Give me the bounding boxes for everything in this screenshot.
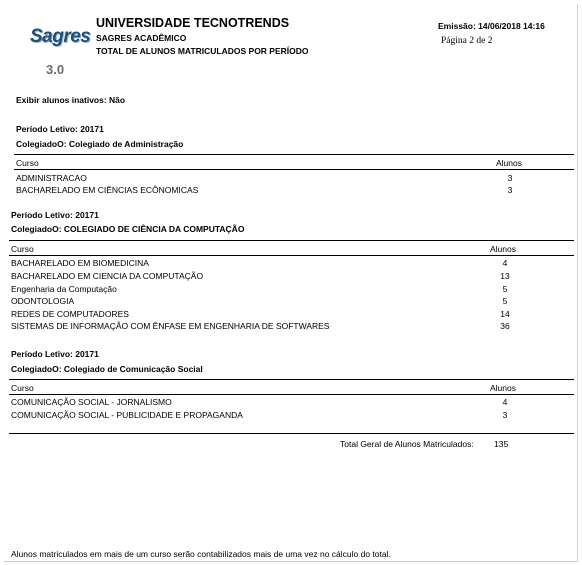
university-title: UNIVERSIDADE TECNOTRENDS <box>96 16 290 30</box>
course-count: 3 <box>507 185 513 195</box>
course-count: 4 <box>502 258 508 268</box>
course-name: ODONTOLOGIA <box>11 296 75 306</box>
course-count: 3 <box>507 173 513 183</box>
column-header-curso: Curso <box>11 244 34 254</box>
course-count: 3 <box>502 410 508 420</box>
report-page-frame <box>4 4 578 562</box>
page-number: Página 2 de 2 <box>441 36 493 46</box>
course-name: REDES DE COMPUTADORES <box>11 309 129 319</box>
column-header-alunos: Alunos <box>490 383 516 393</box>
inactive-filter: Exibir alunos inativos: Não <box>16 95 126 105</box>
course-name: BACHARELADO EM BIOMEDICINA <box>11 258 149 268</box>
section-colegiado: ColegiadoO: COLEGIADO DE CIÊNCIA DA COMPUTAÇÃO <box>11 224 245 234</box>
table-top-rule <box>14 154 574 155</box>
table-top-rule <box>9 379 574 380</box>
logo-text: Sagres <box>30 26 91 47</box>
course-count: 5 <box>502 296 508 306</box>
column-header-alunos: Alunos <box>490 244 516 254</box>
section-colegiado: ColegiadoO: Colegiado de Comunicação Social <box>11 364 203 374</box>
report-title: TOTAL DE ALUNOS MATRICULADOS POR PERÍODO <box>96 46 309 56</box>
course-name: ADMINISTRACAO <box>16 173 87 183</box>
total-value: 135 <box>494 439 509 449</box>
course-count: 5 <box>502 284 508 294</box>
course-name: COMUNICAÇÃO SOCIAL - PUBLICIDADE E PROPAGANDA <box>11 410 243 420</box>
course-count: 13 <box>500 271 510 281</box>
section-period: Período Letivo: 20171 <box>16 124 104 134</box>
table-top-rule <box>9 240 574 241</box>
footer-note: Alunos matriculados em mais de um curso serão contabilizados mais de uma vez no cálculo do total. <box>11 549 391 559</box>
total-rule <box>9 433 574 434</box>
course-name: BACHARELADO EM CIENCIA DA COMPUTAÇÃO <box>11 271 204 281</box>
section-period: Período Letivo: 20171 <box>11 210 99 220</box>
logo-version: 3.0 <box>46 62 65 77</box>
course-count: 14 <box>500 309 510 319</box>
course-count: 4 <box>502 397 508 407</box>
column-header-alunos: Alunos <box>496 158 522 168</box>
column-header-curso: Curso <box>16 158 39 168</box>
sagres-logo <box>30 18 91 80</box>
course-count: 36 <box>500 321 510 331</box>
table-header-rule <box>9 394 574 395</box>
system-name: SAGRES ACADÊMICO <box>96 33 187 43</box>
course-name: Engenharia da Computação <box>11 284 117 294</box>
column-header-curso: Curso <box>11 383 34 393</box>
section-period: Período Letivo: 20171 <box>11 349 99 359</box>
table-header-rule <box>9 255 574 256</box>
course-name: SISTEMAS DE INFORMAÇÃO COM ÊNFASE EM ENGENHARIA DE SOFTWARES <box>11 321 330 331</box>
course-name: BACHARELADO EM CIÊNCIAS ECÔNOMICAS <box>16 185 199 195</box>
table-header-rule <box>14 169 574 170</box>
emission-date: Emissão: 14/06/2018 14:16 <box>438 21 545 31</box>
course-name: COMUNICAÇÃO SOCIAL - JORNALISMO <box>11 397 172 407</box>
section-colegiado: ColegiadoO: Colegiado de Administração <box>16 139 184 149</box>
total-label: Total Geral de Alunos Matriculados: <box>340 439 474 449</box>
